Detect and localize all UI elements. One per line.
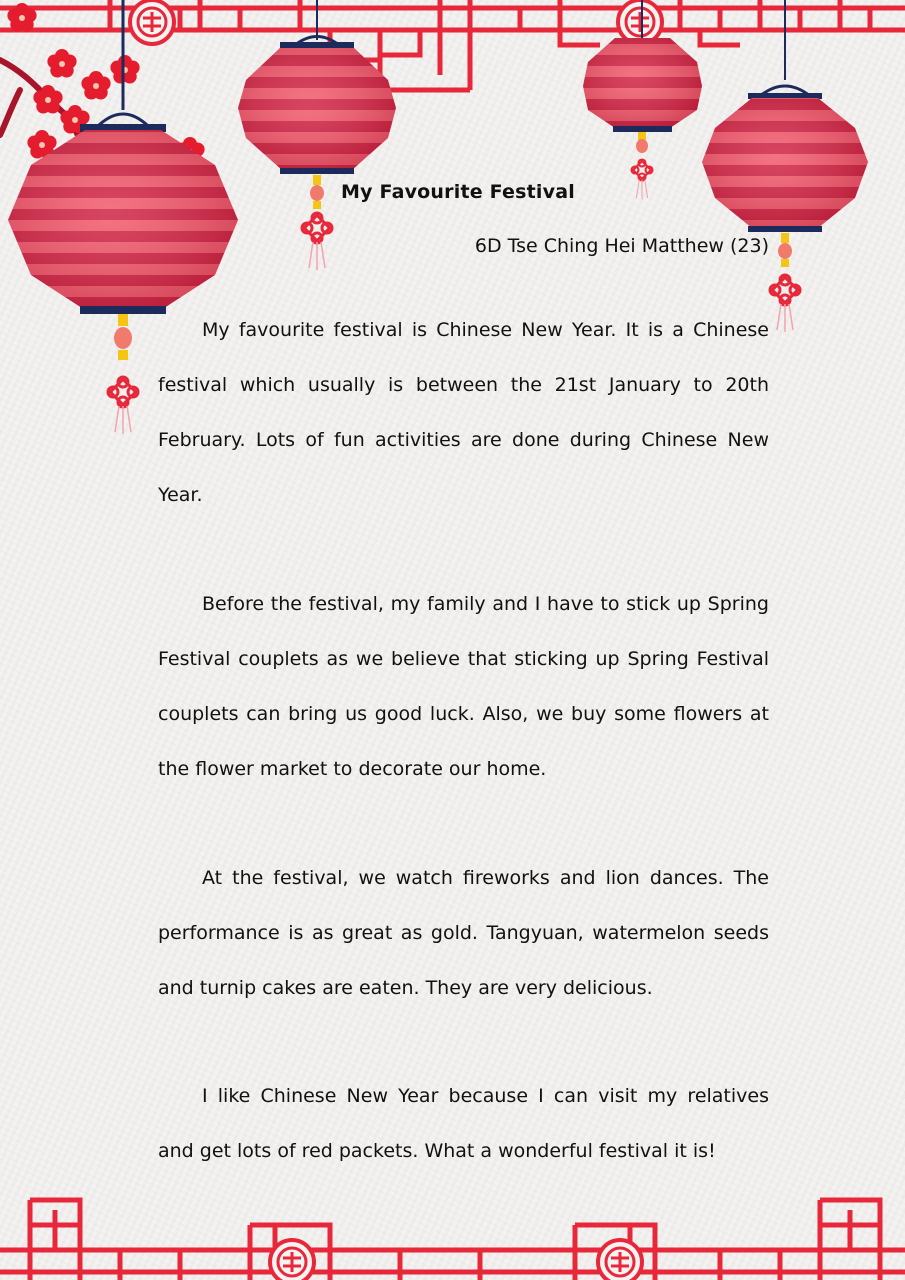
red-lantern-icon xyxy=(702,0,868,332)
paragraph-at-festival: At the festival, we watch fireworks and lion dances. The performance is as great as gold. Tangyuan, watermelon seeds and turnip cakes are eaten. They are very delicious. xyxy=(158,867,769,999)
paragraph-intro: My favourite festival is Chinese New Year. It is a Chinese festival which usually is between the 21st January to 20th February. Lots of fun activities are done during Chinese New Year. xyxy=(158,319,769,506)
paragraph-before-festival: Before the festival, my family and I have to stick up Spring Festival couplets as we believe that sticking up Spring Festival couplets can bring us good luck. Also, we buy some flowers at the flower market to decorate our home. xyxy=(158,593,769,780)
bottom-lattice-border xyxy=(0,1200,905,1280)
red-lantern-icon xyxy=(238,0,396,270)
essay-title: My Favourite Festival xyxy=(341,181,575,203)
paragraph-conclusion: I like Chinese New Year because I can visit my relatives and get lots of red packets. What a wonderful festival it is! xyxy=(158,1085,769,1162)
author-line: 6D Tse Ching Hei Matthew (23) xyxy=(474,235,769,257)
